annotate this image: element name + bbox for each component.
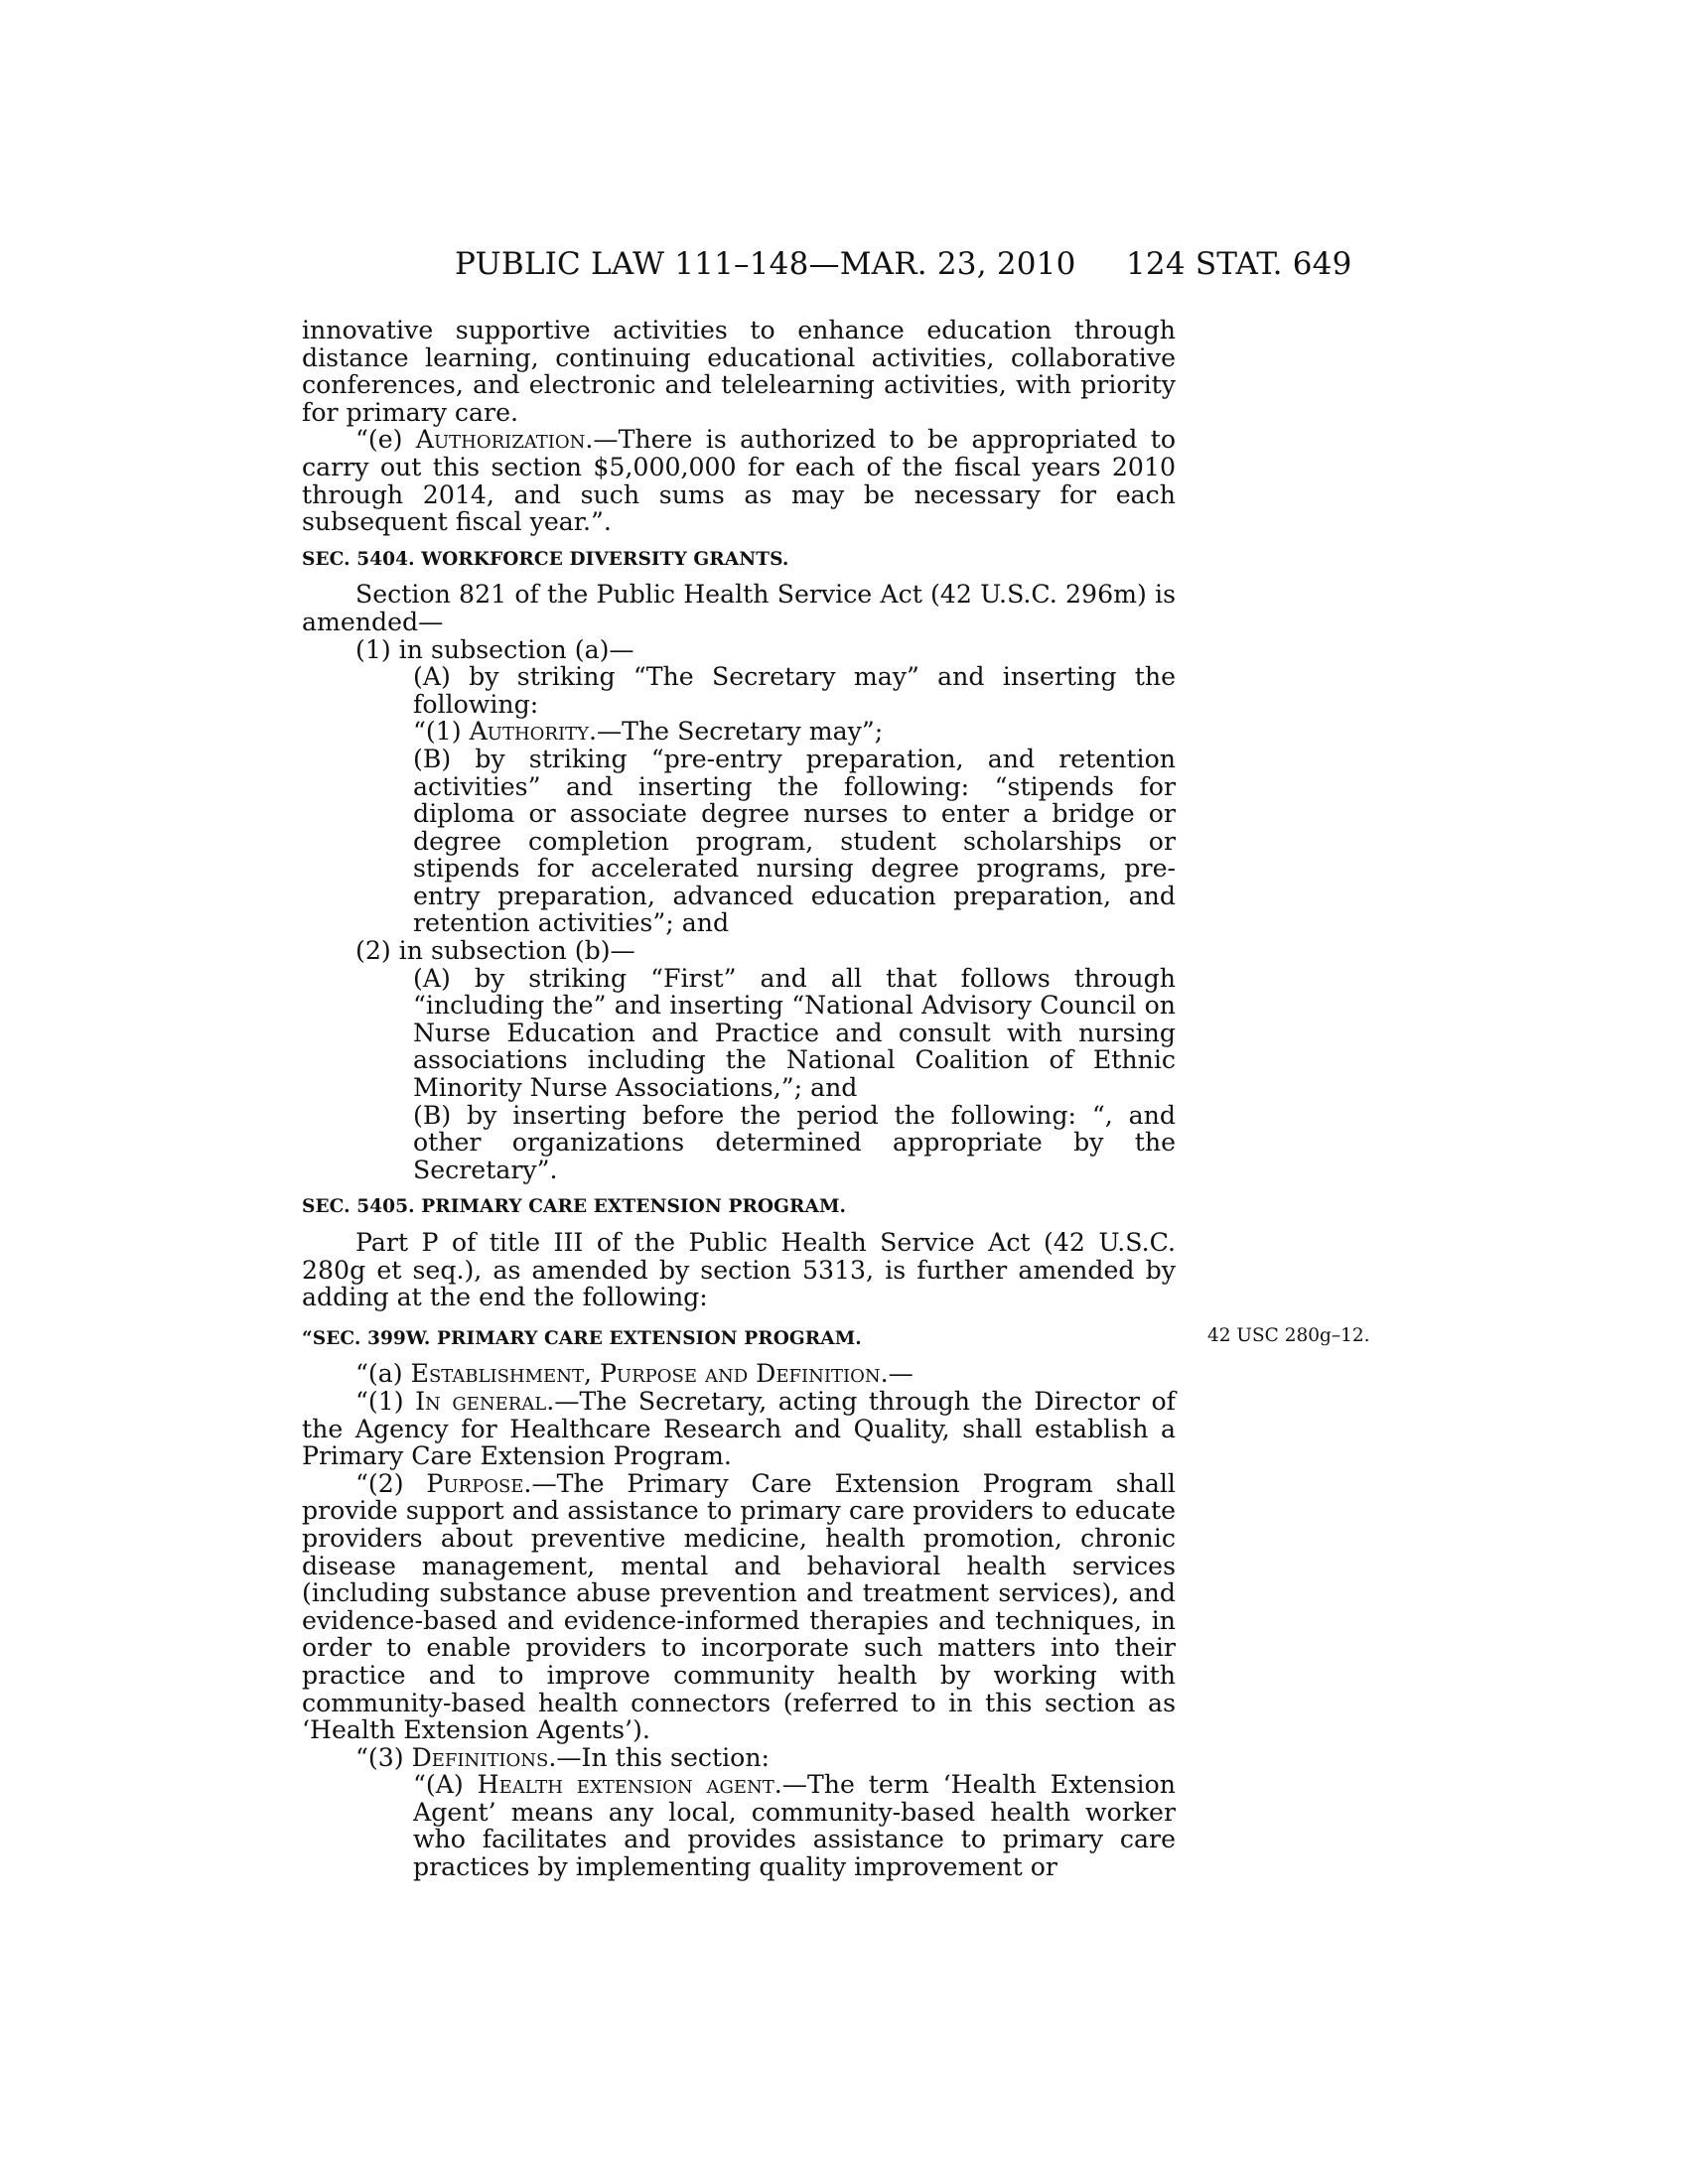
- paragraph: “(3) Definitions.—In this section:: [355, 1742, 771, 1772]
- heading-smallcaps: Health extension agent.: [477, 1770, 782, 1800]
- paragraph: innovative supportive activities to enhance education through distance learning, continuing educational activities, collaborative conferences, and electronic and telelearning activities, with priority for primary care.: [302, 316, 1176, 427]
- heading-smallcaps: Authority.: [469, 717, 597, 747]
- heading-smallcaps: Authorization.: [415, 425, 594, 455]
- paragraph: “(1) Authority.—The Secretary may”;: [413, 717, 884, 747]
- heading-smallcaps: In general.: [415, 1386, 555, 1416]
- paragraph: (B) by inserting before the period the following: “, and other organizations determined appropriate by the Secretary”.: [413, 1100, 1176, 1184]
- paragraph: (1) in subsection (a)—: [355, 634, 634, 664]
- page-header-title: PUBLIC LAW 111–148—MAR. 23, 2010: [455, 246, 1076, 282]
- paragraph: “(2) Purpose.—The Primary Care Extension Program shall provide support and assistance to primary care providers to educate providers about preventive medicine, health promotion, chronic disease management, mental and behavioral health services (including substance abuse prevention and treatment services), and evidence-based and evidence-informed therapies and techniques, in order to enable providers to incorporate such matters into their practice and to improve community health by working with community-based health connectors (referred to in this section as ‘Health Extension Agents’).: [302, 1468, 1176, 1745]
- paragraph: “(A) Health extension agent.—The term ‘Health Extension Agent’ means any local, community-based health worker who facilitates and provides assistance to primary care practices by implementing quality improvement or: [413, 1770, 1176, 1882]
- section-heading: “SEC. 399W. PRIMARY CARE EXTENSION PROGRAM.: [302, 1327, 862, 1349]
- paragraph: (A) by striking “The Secretary may” and inserting the following:: [413, 662, 1176, 719]
- paragraph: (B) by striking “pre-entry preparation, and retention activities” and inserting the following: “stipends for diploma or associate degree nurses to enter a bridge or degree completion program, student scholarships or stipends for accelerated nursing degree programs, pre-entry preparation, advanced education preparation, and retention activities”; and: [413, 744, 1176, 938]
- heading-smallcaps: Definitions.: [411, 1742, 557, 1772]
- paragraph: “(e) Authorization.—There is authorized to be appropriated to carry out this section $5,000,000 for each of the fiscal years 2010 through 2014, and such sums as may be necessary for each subsequent fiscal year.”.: [302, 425, 1176, 537]
- heading-smallcaps: Purpose.: [426, 1468, 532, 1498]
- page-header-stat: 124 STAT. 649: [1126, 246, 1352, 282]
- paragraph: “(a) Establishment, Purpose and Definition.—: [355, 1359, 914, 1389]
- section-heading: SEC. 5404. WORKFORCE DIVERSITY GRANTS.: [302, 548, 789, 570]
- paragraph: Part P of title III of the Public Health Service Act (42 U.S.C. 280g et seq.), as amended by section 5313, is further amended by adding at the end the following:: [302, 1228, 1176, 1312]
- heading-smallcaps: Establishment, Purpose and Definition.: [410, 1359, 889, 1389]
- margin-note: 42 USC 280g–12.: [1207, 1325, 1370, 1346]
- paragraph: (A) by striking “First” and all that follows through “including the” and inserting “National Advisory Council on Nurse Education and Practice and consult with nursing associations including the National Coalition of Ethnic Minority Nurse Associations,”; and: [413, 963, 1176, 1103]
- paragraph: Section 821 of the Public Health Service Act (42 U.S.C. 296m) is amended—: [302, 580, 1176, 636]
- section-heading: SEC. 5405. PRIMARY CARE EXTENSION PROGRAM.: [302, 1196, 847, 1218]
- document-body: [302, 317, 1176, 1881]
- paragraph: (2) in subsection (b)—: [355, 936, 635, 966]
- paragraph: “(1) In general.—The Secretary, acting through the Director of the Agency for Healthcare Research and Quality, shall establish a Primary Care Extension Program.: [302, 1386, 1176, 1471]
